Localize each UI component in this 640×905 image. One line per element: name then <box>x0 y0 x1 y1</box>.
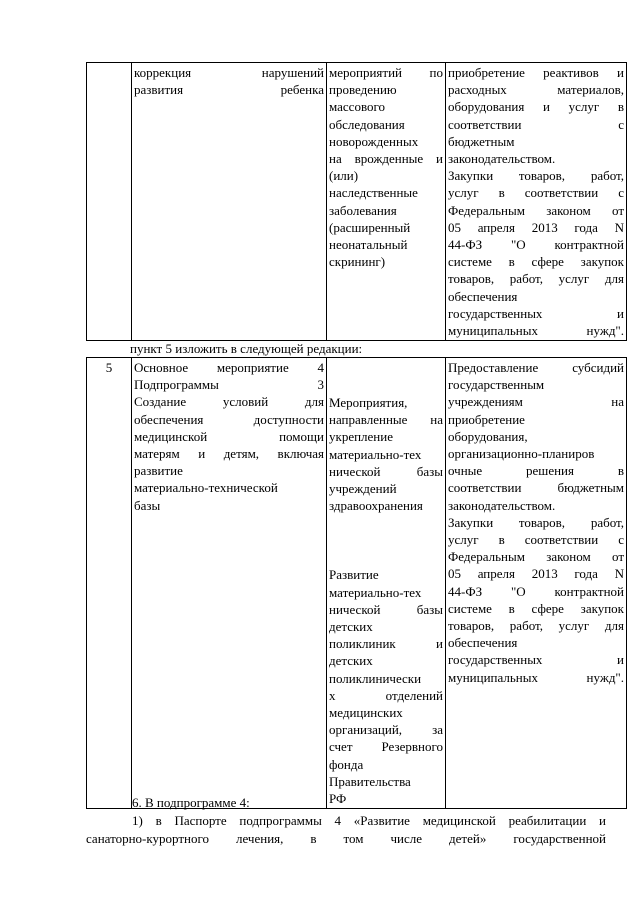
text-line: массового <box>329 99 386 115</box>
cell-name <box>132 358 327 809</box>
text-line: Федеральным законом от <box>448 549 624 565</box>
text-line: нической базы <box>329 601 443 617</box>
measure-b-lines <box>329 566 443 807</box>
text-line: коррекция нарушений <box>134 65 324 80</box>
cell-purpose <box>446 358 627 809</box>
purpose-lines <box>448 64 624 339</box>
text-line: обследования <box>329 116 405 132</box>
text-line: новорожденных <box>329 133 419 149</box>
text-line: бюджетным <box>448 133 515 149</box>
text-line: муниципальных нужд". <box>448 669 624 685</box>
spacer <box>329 514 443 566</box>
text-line: соответствии с <box>448 116 624 132</box>
text-line: проведению <box>329 82 397 98</box>
text-line: 44-ФЗ "О контрактной <box>448 583 624 599</box>
text-line: оборудования, <box>448 428 528 444</box>
text-line: законодательством. <box>448 497 556 513</box>
text-line: муниципальных нужд". <box>448 323 624 339</box>
text-line: товаров, работ, услуг для <box>448 271 624 287</box>
text-line: поликлинически <box>329 670 422 686</box>
text-line: учреждениям на <box>448 394 624 410</box>
text-line: (или) <box>329 168 359 184</box>
bottom-text <box>86 794 606 848</box>
text-line: базы <box>134 497 161 513</box>
text-line: на врожденные и <box>329 151 443 167</box>
text-line: развитие <box>134 463 183 479</box>
text-line: расходных материалов, <box>448 82 624 98</box>
cell-number <box>87 63 132 341</box>
text-line: мероприятий по <box>329 65 443 80</box>
text-line: обеспечения <box>448 288 518 304</box>
text-line: Предоставление субсидий <box>448 360 624 375</box>
text-line: системе в сфере закупок <box>448 600 624 616</box>
text-line: обеспечения доступности <box>134 411 324 427</box>
text-line: здравоохранения <box>329 498 423 514</box>
text-line: товаров, работ, услуг для <box>448 618 624 634</box>
purpose-lines <box>448 359 624 686</box>
text-line: матерям и детям, включая <box>134 446 324 462</box>
text-line: заболевания <box>329 202 397 218</box>
table-row <box>87 63 627 341</box>
text-line: медицинской помощи <box>134 428 324 444</box>
text-line: приобретение <box>448 411 525 427</box>
name-lines <box>134 64 324 98</box>
text-line: государственным <box>448 377 545 393</box>
text-line: материально-технической <box>134 480 278 496</box>
text-line: счет Резервного <box>329 739 443 755</box>
text-line: законодательством. <box>448 151 556 167</box>
text-line: (расширенный <box>329 219 411 235</box>
cell-name <box>132 63 327 341</box>
text-line: Правительства <box>329 773 411 789</box>
table-row <box>87 358 627 809</box>
text-line: наследственные <box>329 185 418 201</box>
text-line: Создание условий для <box>134 394 324 410</box>
spacer <box>329 359 443 394</box>
measure-lines <box>329 64 443 270</box>
text-line: скрининг) <box>329 254 386 270</box>
text-line: материально-тех <box>329 584 422 600</box>
text-line: услуг в соответствии с <box>448 185 624 201</box>
text-line: материально-тех <box>329 446 422 462</box>
text-line: укрепление <box>329 429 393 445</box>
text-line: неонатальный <box>329 237 408 253</box>
text-line: государственных и <box>448 652 624 668</box>
text-line: организаций, за <box>329 722 443 738</box>
text-line: обеспечения <box>448 635 518 651</box>
text-line: приобретение реактивов и <box>448 65 624 80</box>
text-line: Основное мероприятие 4 <box>134 360 324 375</box>
section-heading: 6. В подпрограмме 4: <box>132 795 250 810</box>
text-line: детских <box>329 653 373 669</box>
instruction-text: пункт 5 изложить в следующей редакции: <box>130 341 363 356</box>
measure-a-lines <box>329 394 443 514</box>
text-line: услуг в соответствии с <box>448 532 624 548</box>
text-line: 44-ФЗ "О контрактной <box>448 237 624 253</box>
text-line: нической базы <box>329 463 443 479</box>
text-line: 05 апреля 2013 года N <box>448 566 624 582</box>
paragraph-line: санаторно-курортного лечения, в том числе детей» государственной <box>86 831 606 846</box>
text-line: Развитие <box>329 567 379 583</box>
text-line: медицинских <box>329 705 403 721</box>
text-line: х отделений <box>329 687 443 703</box>
table-point-5 <box>86 357 627 809</box>
text-line: развития ребенка <box>134 82 324 98</box>
text-line: поликлиник и <box>329 636 443 652</box>
text-line: Закупки товаров, работ, <box>448 514 624 530</box>
cell-measures <box>327 63 446 341</box>
text-line: Подпрограммы 3 <box>134 377 324 393</box>
cell-number: 5 <box>87 358 132 809</box>
text-line: Закупки товаров, работ, <box>448 168 624 184</box>
text-line: организационно-планиров <box>448 446 595 462</box>
cell-measures <box>327 358 446 809</box>
text-line: учреждений <box>329 481 397 497</box>
table-continuation <box>86 62 627 341</box>
text-line: оборудования и услуг в <box>448 99 624 115</box>
text-line: фонда <box>329 756 364 772</box>
text-line: соответствии бюджетным <box>448 480 624 496</box>
cell-purpose <box>446 63 627 341</box>
text-line: Мероприятия, <box>329 395 408 410</box>
text-line: детских <box>329 619 373 635</box>
name-lines-a <box>134 359 324 393</box>
paragraph-line: 1) в Паспорте подпрограммы 4 «Развитие медицинской реабилитации и <box>132 813 606 828</box>
text-line: 05 апреля 2013 года N <box>448 219 624 235</box>
text-line: РФ <box>329 791 347 807</box>
text-line: государственных и <box>448 305 624 321</box>
name-lines-b <box>134 393 324 513</box>
text-line: Федеральным законом от <box>448 202 624 218</box>
text-line: системе в сфере закупок <box>448 254 624 270</box>
text-line: очные решения в <box>448 463 624 479</box>
text-line: направленные на <box>329 412 443 428</box>
